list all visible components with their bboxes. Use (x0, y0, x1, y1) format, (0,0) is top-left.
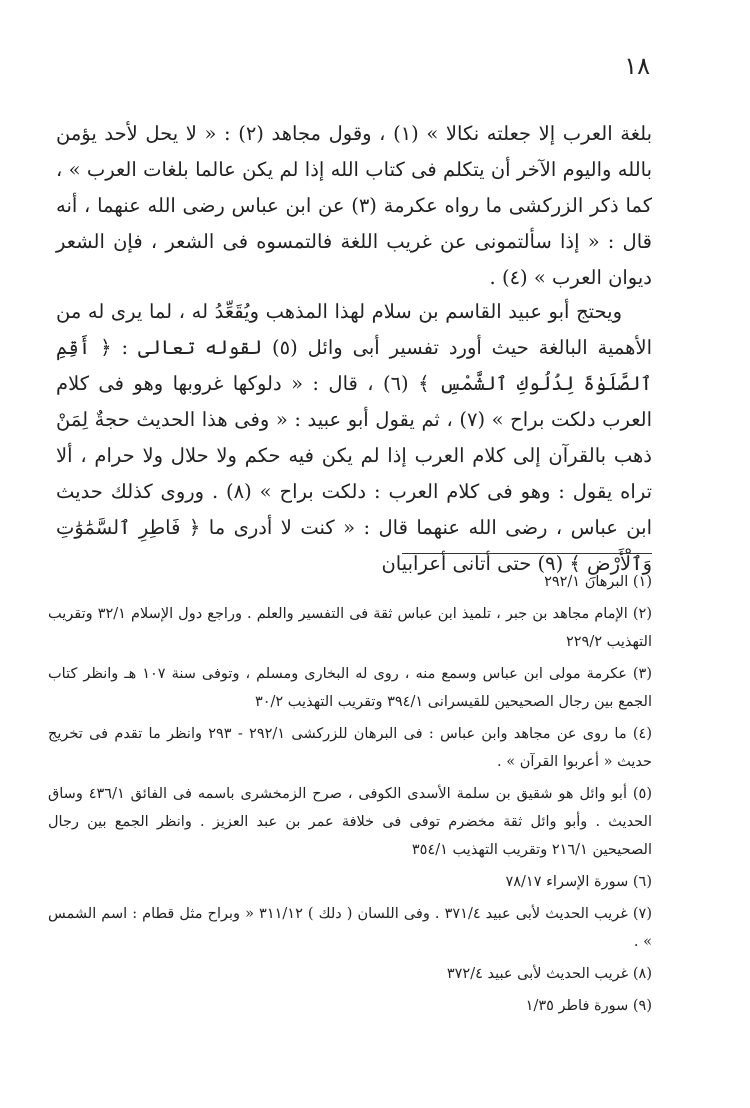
paragraph-text: بلغة العرب إلا جعلته نكالا » (١) ، وقول مجاهد (٢) : « لا يحل لأحد يؤمن بالله واليوم الآخر أن يتكلم فى كتاب الله إذا لم يكن عالما بلغات العرب » ، كما ذكر الزركشى ما رواه عكرمة (٣) عن ابن عباس رضى الله عنهما ، أنه قال : « إذا سألتمونى عن غريب اللغة فالتمسوه فى الشعر ، فإن الشعر ديوان العرب » (٤) . (56, 122, 652, 289)
footnotes (48, 568, 652, 1024)
page-number: ١٨ (624, 52, 650, 80)
paragraph-text: ويحتج أبو عبيد القاسم بن سلام لهذا المذهب ويُقَعِّدُ له ، لما يرى له من الأهمية البالغة حيث أورد تفسير أبى وائل (٥) لقوله تعالى : ﴿ أَقِمِ ٱلصَّلَوٰةَ لِدُلُوكِ ٱلشَّمْسِ ﴾ (٦) ، قال : « دلوكها غروبها وهو فى كلام العرب دلكت براح » (٧) ، ثم يقول أبو عبيد : « وفى هذا الحديث حجةٌ لِمَنْ ذهب بالقرآن إلى كلام العرب إذا لم يكن فيه حكم ولا حلال ولا حرام ، ألا تراه يقول : وهو فى كلام العرب : دلكت براح » (٨) . وروى كذلك حديث ابن عباس ، رضى الله عنهما قال : « كنت لا أدرى ما ﴿ فَاطِرِ ٱلسَّمَٰوَٰتِ وَٱلْأَرْضِ ﴾ (٩) حتى أتانى أعرابيان (56, 300, 653, 575)
footnote-2: (٢) الإمام مجاهد بن جبر ، تلميذ ابن عباس ثقة فى التفسير والعلم . وراجع دول الإسلام ٣٢/١ وتقريب التهذيب ٢٢٩/٢ (48, 606, 652, 650)
footnote-8: (٨) غريب الحديث لأبى عبيد ٣٧٢/٤ (446, 966, 652, 982)
footnote-7: (٧) غريب الحديث لأبى عبيد ٣٧١/٤ . وفى اللسان ( دلك ) ٣١١/١٢ « وبراح مثل قطام : اسم الشمس » . (48, 906, 653, 950)
paragraph-1 (56, 116, 652, 296)
footnote-5: (٥) أبو وائل هو شقيق بن سلمة الأسدى الكوفى ، صرح الزمخشرى باسمه فى الفائق ٤٣٦/١ وساق الحديث . وأبو وائل ثقة مخضرم توفى فى خلافة عمر بن عبد العزيز . وانظر الجمع بين رجال الصحيحين ٢١٦/١ وتقريب التهذيب ٣٥٤/١ (48, 786, 652, 858)
footnote-6: (٦) سورة الإسراء ٧٨/١٧ (505, 874, 652, 890)
footnote-1: (١) البرهان ٢٩٢/١ (544, 574, 652, 590)
footnote-9: (٩) سورة فاطر ١/٣٥ (525, 998, 652, 1014)
paragraph-2 (56, 294, 652, 582)
footnote-4: (٤) ما روى عن مجاهد وابن عباس : فى البرهان للزركشى ٢٩٢/١ - ٢٩٣ وانظر ما تقدم فى تخريج حديث « أعربوا القرآن » . (48, 726, 652, 770)
footnote-divider (402, 553, 652, 554)
footnote-3: (٣) عكرمة مولى ابن عباس وسمع منه ، روى له البخارى ومسلم ، وتوفى سنة ١٠٧ هـ وانظر كتاب الجمع بين رجال الصحيحين للقيسرانى ٣٩٤/١ وتقريب التهذيب ٣٠/٢ (48, 666, 653, 710)
